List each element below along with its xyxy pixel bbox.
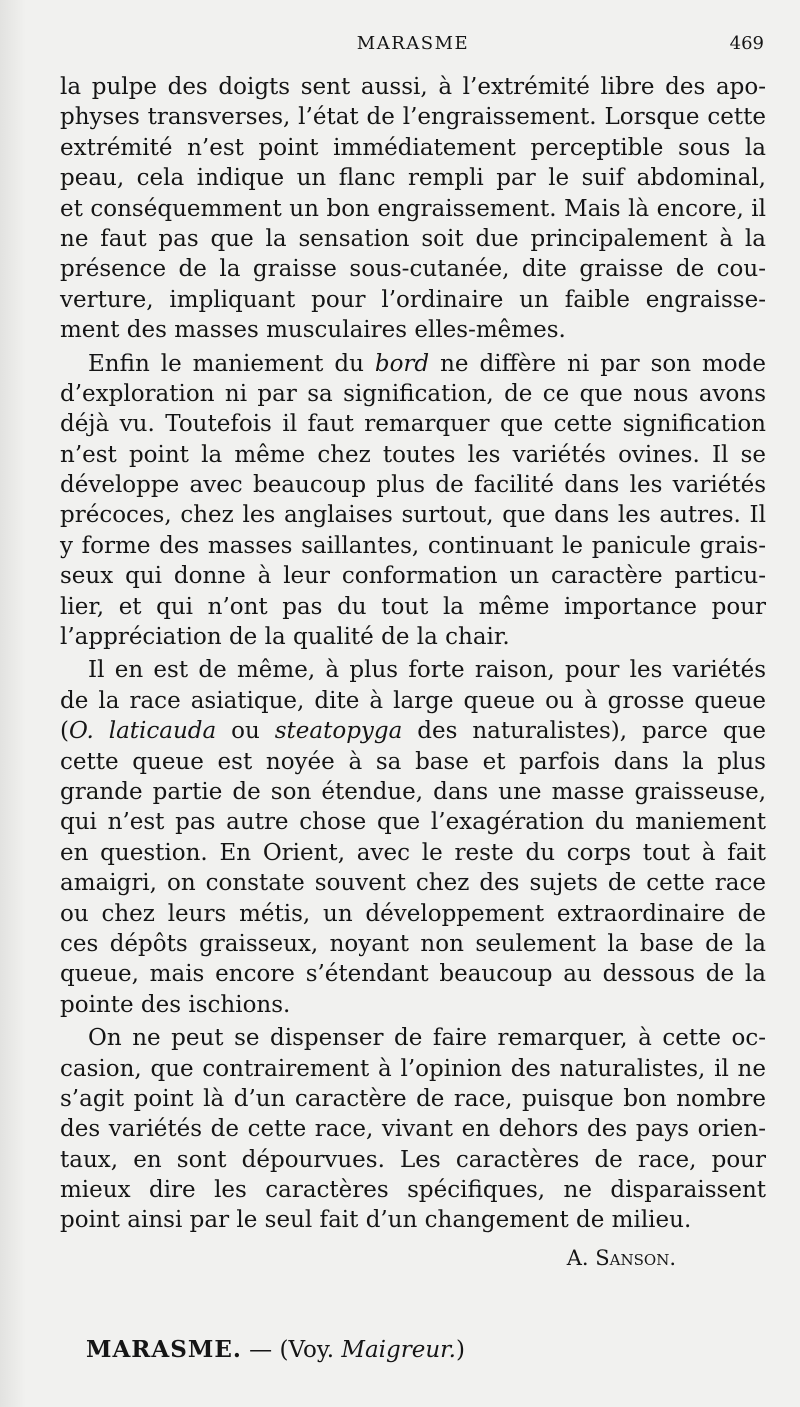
text-run: la pulpe des doigts sent aussi, à l’extrémité libre des apo- <box>60 74 766 100</box>
text-line <box>60 561 766 591</box>
text-run: peau, cela indique un flanc rempli par le suif abdominal, <box>60 165 766 192</box>
text-run: ne diffère ni par son mode <box>429 350 766 377</box>
text-line <box>60 592 766 622</box>
text-line <box>60 531 766 561</box>
text-run: ou <box>216 718 275 745</box>
entry-reference[interactable]: Maigreur. <box>341 1337 456 1363</box>
text-run: casion, que contrairement à l’opinion des naturalistes, il ne <box>60 1055 766 1082</box>
text-run: des naturalistes), parce que <box>402 718 766 745</box>
text-run: ces dépôts graisseux, noyant non seulement la base de la <box>60 930 766 957</box>
paragraph <box>60 349 766 653</box>
italic-term: bord <box>374 350 430 377</box>
text-line <box>60 990 766 1020</box>
text-run: pointe des ischions. <box>60 991 291 1018</box>
text-run: seux qui donne à leur conformation un caractère particu- <box>60 563 766 590</box>
text-line <box>60 254 766 284</box>
text-run: précoces, chez les anglaises surtout, que dans les autres. Il <box>60 502 766 529</box>
entry-close: ) <box>455 1337 465 1363</box>
text-line <box>60 349 766 379</box>
text-line <box>60 1054 766 1084</box>
text-run: ment des masses musculaires elles-mêmes. <box>60 317 566 344</box>
italic-term: steatopyga <box>274 718 403 745</box>
text-line <box>60 1114 766 1144</box>
text-line <box>60 409 766 439</box>
text-line <box>60 379 766 409</box>
text-line <box>60 102 766 132</box>
paragraph <box>60 72 766 346</box>
text-run: des variétés de cette race, vivant en dehors des pays orien- <box>60 1116 766 1143</box>
text-run: développe avec beaucoup plus de facilité dans les variétés <box>60 472 766 499</box>
text-line <box>60 72 766 102</box>
text-line <box>60 285 766 315</box>
text-line <box>60 440 766 470</box>
text-line <box>60 622 766 652</box>
article-body <box>60 72 766 1275</box>
text-line <box>60 163 766 193</box>
text-run: en question. En Orient, avec le reste du corps tout à fait <box>60 839 766 866</box>
text-run: et conséquemment un bon engraissement. Mais là encore, il <box>60 195 766 222</box>
text-run: y forme des masses saillantes, continuant le panicule grais- <box>60 532 766 559</box>
paragraph <box>60 655 766 1020</box>
text-line <box>60 1205 766 1235</box>
page-header <box>60 33 766 61</box>
text-line <box>60 868 766 898</box>
text-line <box>60 807 766 837</box>
text-run: queue, mais encore s’étendant beaucoup au dessous de la <box>60 961 766 988</box>
text-run: verture, impliquant pour l’ordinaire un faible engraisse- <box>60 286 766 313</box>
text-line <box>60 959 766 989</box>
text-run: grande partie de son étendue, dans une masse graisseuse, <box>60 778 766 805</box>
italic-term: O. laticauda <box>68 718 217 745</box>
text-run: d’exploration ni par sa signification, de ce que nous avons <box>60 380 766 407</box>
text-run: qui n’est pas autre chose que l’exagération du maniement <box>60 809 766 836</box>
binding-gutter <box>0 0 26 1407</box>
text-run: de la race asiatique, dite à large queue ou à grosse queue <box>60 687 766 714</box>
text-line <box>60 194 766 224</box>
text-line <box>60 500 766 530</box>
text-run: n’est point la même chez toutes les variétés ovines. Il se <box>60 441 766 468</box>
text-line <box>60 929 766 959</box>
text-run: taux, en sont dépourvues. Les caractères de race, pour <box>60 1146 766 1173</box>
text-run: On ne peut se dispenser de faire remarquer, à cette oc- <box>88 1025 766 1052</box>
text-run: s’agit point là d’un caractère de race, puisque bon nombre <box>60 1085 766 1112</box>
text-run: Enfin le maniement du <box>88 350 375 377</box>
text-line <box>60 315 766 345</box>
page-number: 469 <box>729 33 764 54</box>
text-line <box>60 1175 766 1205</box>
text-line <box>60 470 766 500</box>
text-line <box>60 1145 766 1175</box>
text-run: mieux dire les caractères spécifiques, ne disparaissent <box>60 1177 766 1204</box>
text-line <box>60 716 766 746</box>
text-run: amaigri, on constate souvent chez des sujets de cette race <box>60 870 766 897</box>
text-line <box>60 1084 766 1114</box>
text-run: point ainsi par le seul fait d’un changement de milieu. <box>60 1207 692 1234</box>
text-line <box>60 133 766 163</box>
entry-dash: — (Voy. <box>241 1337 342 1363</box>
text-line <box>60 655 766 685</box>
text-line <box>60 777 766 807</box>
running-title: MARASME <box>356 33 470 54</box>
text-line <box>60 686 766 716</box>
text-run: physes transverses, l’état de l’engraissement. Lorsque cette <box>60 104 766 131</box>
text-run: présence de la graisse sous-cutanée, dite graisse de cou- <box>60 256 766 283</box>
text-line <box>60 838 766 868</box>
text-run: Il en est de même, à plus forte raison, pour les variétés <box>88 657 766 684</box>
text-run: ( <box>60 718 69 745</box>
text-run: extrémité n’est point immédiatement perceptible sous la <box>60 134 766 161</box>
paragraph <box>60 1023 766 1236</box>
text-line <box>60 224 766 254</box>
text-line <box>60 1023 766 1053</box>
text-run: ou chez leurs métis, un développement extraordinaire de <box>60 900 766 927</box>
text-run: ne faut pas que la sensation soit due principalement à la <box>60 225 766 252</box>
text-run: déjà vu. Toutefois il faut remarquer que cette signification <box>60 411 766 438</box>
text-line <box>60 899 766 929</box>
text-run: l’appréciation de la qualité de la chair. <box>60 624 510 651</box>
text-run: lier, et qui n’ont pas du tout la même importance pour <box>60 593 766 620</box>
text-line <box>60 747 766 777</box>
text-run: cette queue est noyée à sa base et parfois dans la plus <box>60 748 766 775</box>
author-signature: A. SANSON. <box>566 1245 676 1270</box>
cross-reference-entry <box>86 1336 465 1363</box>
entry-headword: MARASME. <box>86 1336 242 1363</box>
